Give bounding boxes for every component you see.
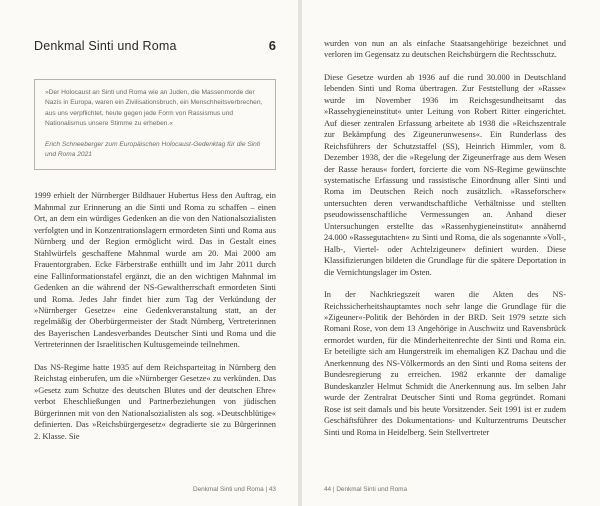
left-page [0,0,298,506]
page-footer: Denkmal Sinti und Roma | 43 [192,486,276,493]
page-footer: 44 | Denkmal Sinti und Roma [324,486,408,493]
paragraph: Das NS-Regime hatte 1935 auf dem Reichsparteitag in Nürnberg den Reichstag einberufen, um die »Nürnberger Gesetze« zu verkünden. Das »Gesetz zum Schutze des deutschen Blutes und der deutschen Ehre« verbot Eheschließungen und Partnerbeziehungen von jüdischen Bürgerinnen mit von den Nationalsozialisten als sog. »Deutschblütige« definierten. Das »Reichsbürgergesetz« degradierte sie zu Bürgerinnen 2. Klasse. Sie [34,362,276,441]
left-body-text [34,190,276,442]
chapter-title: Denkmal Sinti und Roma [34,39,177,53]
quote-text: »Der Holocaust an Sinti und Roma wie an Juden, die Massenmorde der Nazis in Europa, waren ein Zivilisationsbruch, ein Menschheitsverbrechen, aus uns verpflichtet, heute gegen jede Form von Rassismus und Nationalismus unsere Stimme zu erheben.« [45,89,263,128]
quote-source: Erich Schneeberger zum Europäischen Holocaust-Gedenktag für die Sinti und Roma 2021 [45,140,261,159]
chapter-number: 6 [268,38,276,53]
paragraph: wurden von nun an als einfache Staatsangehörige bezeichnet und verloren im Gegensatz zu deutschen Reichsbürgern die Rechtsschutz. [324,39,566,60]
quote-box [34,79,276,170]
right-body-text [324,38,566,438]
chapter-header [34,38,276,53]
paragraph: In der Nachkriegszeit waren die Akten des NS-Reichssicherheitshauptamtes noch sehr lange die Grundlage für die »Zigeuner«-Politik der Behörden in der BRD. Seit 1979 setzte sich Romani Rose, von dem 13 Angehörige in Auschwitz und Ravensbrück ermordet wurden, für die Minderheitenrechte der Sinti und Roma ein. Er beteiligte sich am Hungerstreik im ehemaligen KZ Dachau und die Anerkennung des NS-Völkermords an den Sinti und Roma seitens der Bundesregierung zu erreichen. 1982 erkannte der damalige Bundeskanzler Helmut Schmidt die Anerkennung aus. Im selben Jahr wurde der Zentralrat Deutscher Sinti und Roma gegründet. Romani Rose ist seit damals und bis heute Vorsitzender. Seit 1991 ist er zudem Geschäftsführer des Dokumentations- und Kulturzentrums Deutscher Sinti und Roma in Heidelberg. Sein Stellvertreter [324,290,566,437]
right-page [302,0,600,506]
paragraph: Diese Gesetze wurden ab 1936 auf die rund 30.000 in Deutschland lebenden Sinti und Roma übertragen. Zur Feststellung der »Rasse« wurde im November 1936 im Reichsgesundheitsamt das »Rassehygieneinstitut« unter Leitung von Robert Ritter eingerichtet. Auf dieser zentralen Erfassung arbeitete ab 1938 die »Reichszentrale zur Bekämpfung des Zigeunerunwesens«. Ein Runderlass des Reichsführers der Schutzstaffel (SS), Heinrich Himmler, vom 8. Dezember 1938, der die »Regelung der Zigeunerfrage aus dem Wesen der Rasse heraus« fordert, forcierte die vom NS-Regime gewünschte systematische Erfassung und rassistische Einordnung aller Sinti und Roma im Deutschen Reich noch zusätzlich. »Rasseforscher« untersuchten deren verwandtschaftliche Verhältnisse und stellten pseudowissenschaftliche Vermessungen an. Anhand dieser Untersuchungen erstellte das »Rassenhygieneinstitut« annähernd 24.000 »Rassegutachten« zu Sinti und Roma, die als sogenannte »Voll-, Halb-, Viertel- oder Achtelzigeuner« definiert wurden. Diese Klassifizierungen bildeten die Grundlage für die spätere Deportation in die Vernichtungslager im Osten. [324,72,566,277]
paragraph: 1999 erhielt der Nürnberger Bildhauer Hubertus Hess den Auftrag, ein Mahnmal zur Erinnerung an die Sinti und Roma zu schaffen – einen Ort, an dem ein würdiges Gedenken an die von den Nationalsozialisten verfolgten und in Konzentrationslagern ermordeten Sinti und Roma aus Nürnberg und der Region ermöglicht wird. Das in Gestalt eines Stahlwürfels geschaffene Mahnmal wurde am 20. Mai 2000 am Frauentorgraben. Ecke Färberstraße enthüllt und im Jahr 2011 durch eine Fallinformationstafel ergänzt, die an den wichtigen Mahnmal im Gedenken an die während der NS-Gewaltherrschaft ermordeten Sinti und Roma. Jedes Jahr findet hier zum Tag der Verkündung der »Nürnberger Gesetze« eine Gedenkveranstaltung statt, an der regelmäßig der Oberbürgermeister der Stadt Nürnberg, Vertreterinnen des Bayerischen Landesverbandes Deutscher Sinti und Roma und die Vertreterinnen der Israelitischen Kultusgemeinde teilnehmen. [34,191,276,350]
